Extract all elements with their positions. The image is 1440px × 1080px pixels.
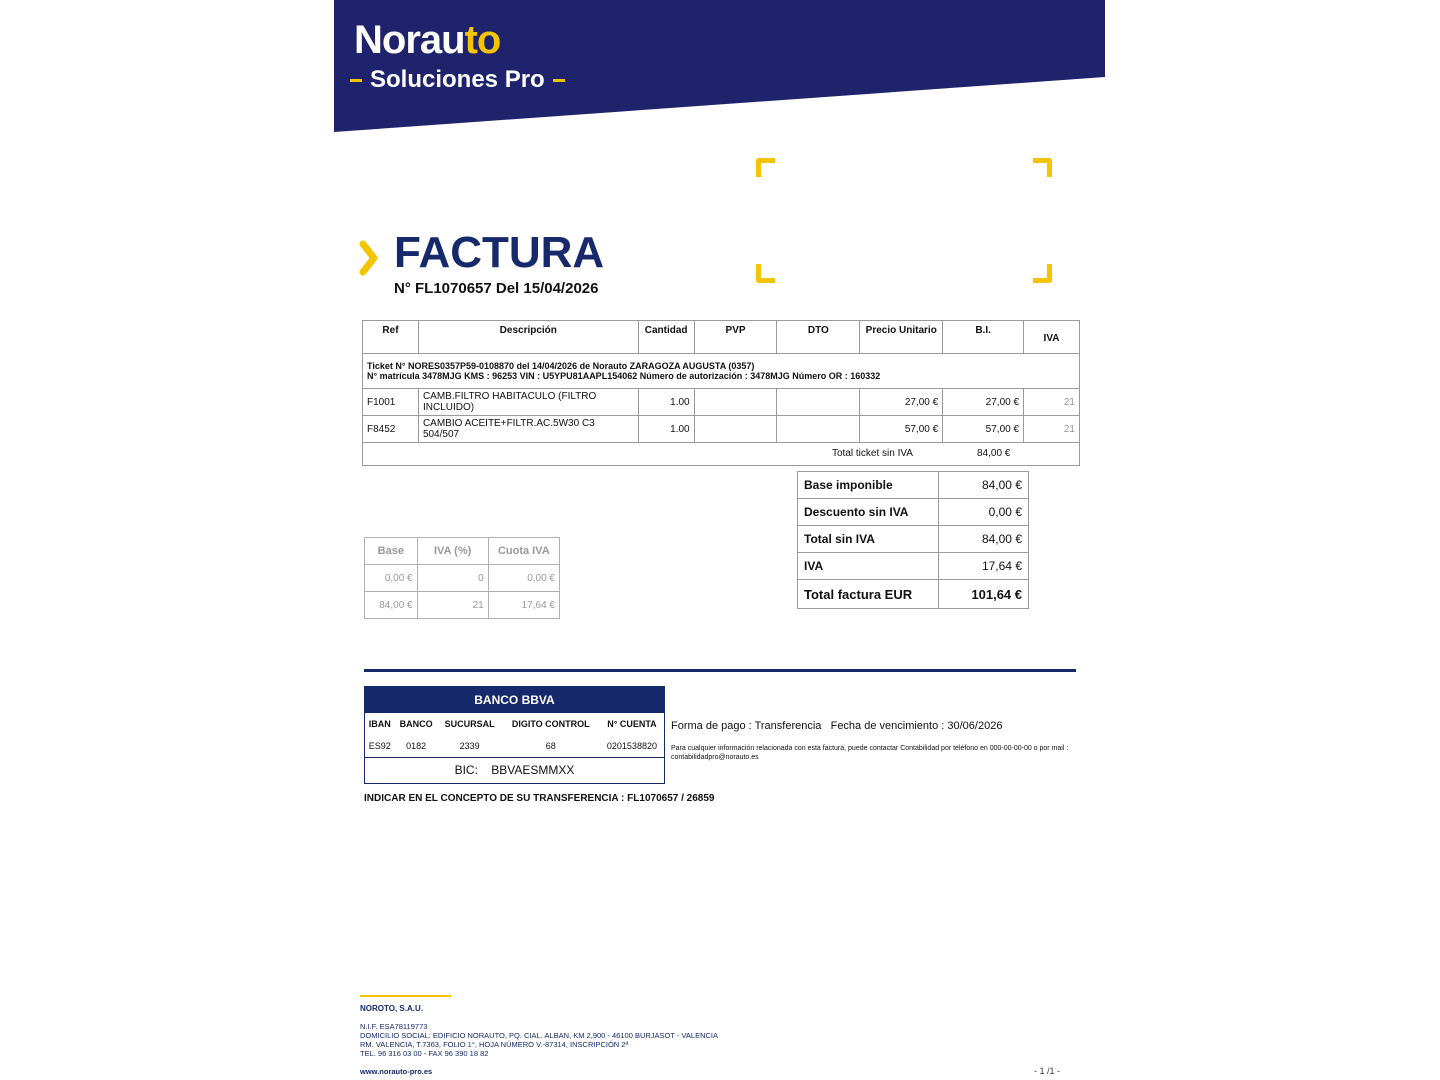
items-header-row [363,321,1080,354]
vat-amount: 17,64 € [488,592,559,619]
bank-values-row [365,735,664,757]
bank-sucursal: 2339 [459,741,480,751]
ticket-line-1: Ticket N° NORES0357P59-0108870 del 14/04/2026 de Norauto ZARAGOZA AUGUSTA (0357) [367,361,755,371]
bank-header-row [365,713,664,735]
footer-phone: TEL. 96 316 03 00 - FAX 96 390 18 82 [360,1049,489,1058]
ticket-total-wrap [363,443,1079,465]
bank-account-table [365,713,664,757]
bank-title: BANCO BBVA [365,687,664,713]
totals-table [797,471,1029,609]
item-iva: 21 [1024,389,1080,416]
item-unit-price: 27,00 € [860,389,943,416]
bank-col-cuenta: N° CUENTA [607,719,657,729]
totals-row [798,553,1029,580]
col-pvp: PVP [694,321,777,354]
ticket-total-value: 84,00 € [977,448,1011,459]
ticket-info [363,354,1080,389]
bic-value: BBVAESMMXX [491,763,575,777]
ticket-total-cell [363,443,1080,466]
item-bi: 27,00 € [943,389,1024,416]
norauto-logo [354,18,500,63]
header-banner [334,0,1105,132]
col-dto: DTO [777,321,860,354]
bank-digito: 68 [545,741,556,751]
totals-label: Total sin IVA [798,526,939,553]
chevron-right-icon [358,240,380,276]
bank-cuenta: 0201538820 [606,741,657,751]
bank-col-iban: IBAN [368,719,391,729]
corner-bracket-icon [756,158,775,177]
vat-col-rate: IVA (%) [417,538,488,565]
payment-method: Forma de pago : Transferencia [671,720,822,732]
table-row [365,592,560,619]
col-description: Descripción [418,321,638,354]
totals-label: IVA [798,553,939,580]
logo-text-o: o [476,18,501,62]
vat-rate: 21 [417,592,488,619]
item-bi: 57,00 € [943,416,1024,443]
vat-base: 84,00 € [365,592,418,619]
item-unit-price: 57,00 € [860,416,943,443]
totals-label: Descuento sin IVA [798,499,939,526]
transfer-concept: INDICAR EN EL CONCEPTO DE SU TRANSFERENCIA : FL1070657 / 26859 [364,793,715,804]
item-quantity: 1.00 [638,389,694,416]
bank-iban: ES92 [368,741,391,751]
totals-row [798,526,1029,553]
footer-address-block [360,1022,718,1058]
payment-terms [671,720,1002,732]
logo-subtitle-text: Soluciones Pro [370,66,545,93]
grand-total-value: 101,64 € [939,580,1029,609]
item-pvp [694,416,777,443]
grand-total-row [798,580,1029,609]
col-quantity: Cantidad [638,321,694,354]
item-dto [777,389,860,416]
footer-nif: N.I.F. ESA78119773 [360,1022,428,1031]
bank-banco: 0182 [406,741,427,751]
item-dto [777,416,860,443]
bank-col-digito: DIGITO CONTROL [511,719,590,729]
items-table [362,320,1080,466]
page-number: - 1 /1 - [1034,1066,1061,1076]
footer-website-link[interactable]: www.norauto-pro.es [360,1067,433,1076]
vat-breakdown-table [364,537,560,619]
footer-company: NOROTO, S.A.U. [360,1004,423,1013]
logo-text-t: t [464,18,477,62]
ticket-line-2: N° matrícula 3478MJG KMS : 96253 VIN : U5YPU81AAPL154062 Número de autorización : 3478MJG Número OR : 160332 [367,371,881,381]
totals-value: 0,00 € [939,499,1029,526]
item-pvp [694,389,777,416]
totals-label: Base imponible [798,472,939,499]
ticket-total-label: Total ticket sin IVA [832,448,913,459]
item-ref: F8452 [363,416,419,443]
totals-value: 84,00 € [939,472,1029,499]
col-bi: B.I. [943,321,1024,354]
logo-text-main: Norau [354,18,465,62]
totals-row [798,472,1029,499]
table-row [365,565,560,592]
contact-note: Para cualquier información relacionada con esta factura, puede contactar Contabilidad por teléfono en 000-00-00-00 o por mail : contabilidadpro@norauto.es [671,745,1069,761]
footer-accent-line [360,995,451,997]
ticket-total-row [363,443,1080,466]
totals-row [798,499,1029,526]
col-ref: Ref [363,321,419,354]
payment-due-date: Fecha de vencimiento : 30/06/2026 [830,720,1003,732]
corner-bracket-icon [1033,264,1052,283]
bank-details-box [364,686,665,784]
vat-col-amount: Cuota IVA [488,538,559,565]
vat-amount: 0,00 € [488,565,559,592]
dash-right-icon [553,79,565,82]
corner-bracket-icon [1033,158,1052,177]
item-description: CAMB.FILTRO HABITACULO (FILTRO INCLUIDO) [418,389,638,416]
vat-base: 0,00 € [365,565,418,592]
table-row [363,389,1080,416]
footer-address: DOMICILIO SOCIAL: EDIFICIO NORAUTO, PQ. CIAL. ALBAN, KM 2,900 - 46100 BURJASOT - VALENCIA [360,1031,719,1040]
grand-total-label: Total factura EUR [798,580,939,609]
bank-col-banco: BANCO [399,719,433,729]
bic-row [365,757,664,783]
item-description: CAMBIO ACEITE+FILTR.AC.5W30 C3 504/507 [418,416,638,443]
corner-bracket-icon [756,264,775,283]
invoice-page [334,0,1105,1080]
footer-registry: RM. VALENCIA, T.7363, FOLIO 1°, HOJA NÚMERO V.-87314, INSCRIPCIÓN 2ª [360,1040,629,1049]
invoice-number: N° FL1070657 Del 15/04/2026 [394,280,599,297]
vat-rate: 0 [417,565,488,592]
document-title: FACTURA [394,228,605,277]
logo-subtitle [342,66,573,94]
vat-header-row [365,538,560,565]
bic-label: BIC: [454,763,478,777]
dash-left-icon [350,79,362,82]
table-row [363,416,1080,443]
item-iva: 21 [1024,416,1080,443]
totals-value: 17,64 € [939,553,1029,580]
vat-col-base: Base [365,538,418,565]
bank-col-sucursal: SUCURSAL [444,719,495,729]
section-divider [364,669,1076,672]
col-iva: IVA [1024,321,1080,354]
totals-value: 84,00 € [939,526,1029,553]
col-unit-price: Precio Unitario [860,321,943,354]
ticket-info-row [363,354,1080,389]
item-quantity: 1.00 [638,416,694,443]
item-ref: F1001 [363,389,419,416]
